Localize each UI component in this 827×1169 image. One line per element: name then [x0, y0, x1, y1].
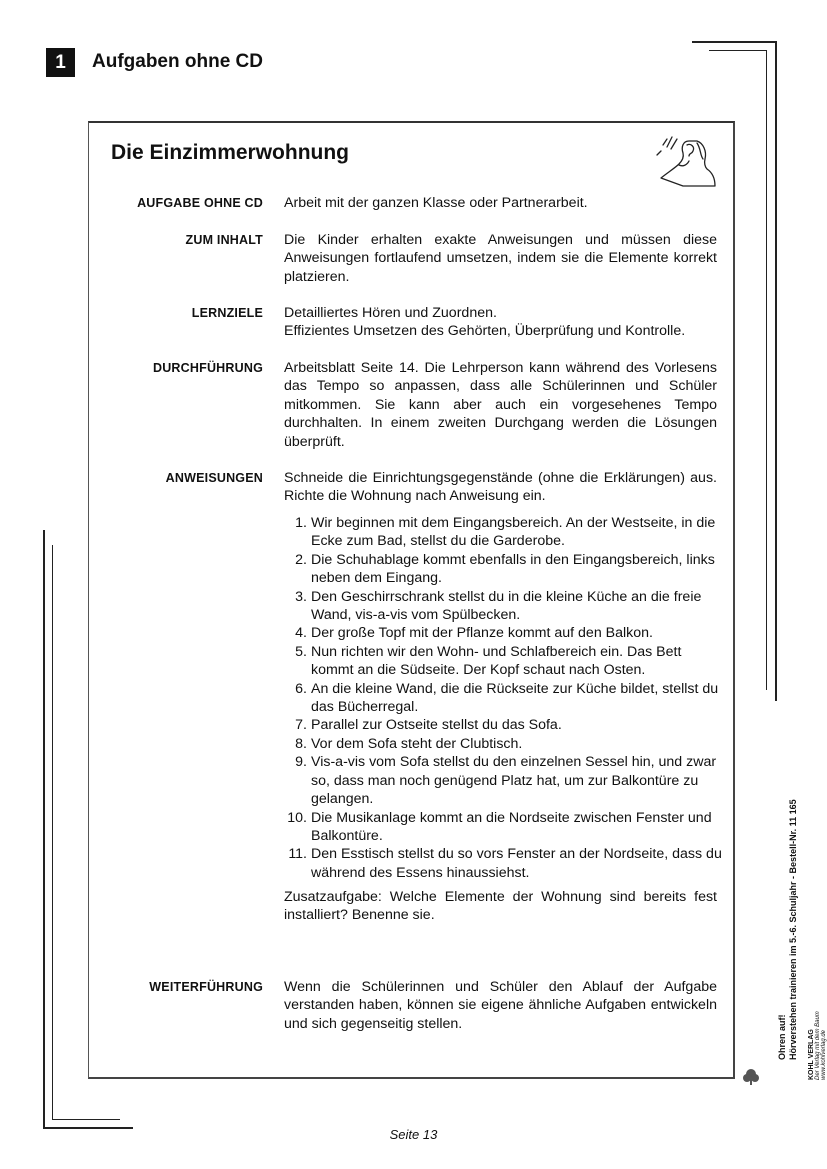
corner-line-bottom-2	[52, 1119, 120, 1120]
instruction-item	[284, 643, 724, 680]
sidebar-line-1: Ohren auf!	[777, 1014, 787, 1060]
instruction-text: Wir beginnen mit dem Eingangsbereich. An der Westseite, in die Ecke zum Bad, stellst du die Garderobe.	[311, 515, 716, 550]
instruction-number: 4.	[295, 625, 307, 642]
text-aufgabe: Arbeit mit der ganzen Klasse oder Partnerarbeit.	[284, 195, 588, 211]
instruction-number: 1.	[295, 515, 307, 531]
listening-ear-icon	[653, 131, 719, 189]
label-weiterfuehrung: WEITERFÜHRUNG	[149, 980, 263, 994]
text-lernziele	[284, 304, 717, 341]
text-durchfuehrung: Arbeitsblatt Seite 14. Die Lehrperson kann während des Vorlesens das Tempo so anpassen, dass alle Schülerinnen und Schüler mitkommen. Sie kann aber auch ein vorgesehenes Tempo durchhalten. In einem zweiten Durchgang werden die Lösungen überprüft.	[284, 360, 717, 450]
corner-line-left-2	[52, 545, 53, 1120]
instruction-number: 8.	[295, 735, 307, 752]
corner-line-top-1	[692, 41, 776, 43]
box-title: Die Einzimmerwohnung	[111, 141, 350, 164]
chapter-number-badge: 1	[46, 48, 75, 77]
instruction-number: 9.	[295, 754, 307, 771]
instruction-item	[284, 514, 724, 551]
instruction-text: Den Esstisch stellst du so vors Fenster an der Nordseite, dass du während des Essens hinaussiehst.	[311, 846, 722, 881]
label-durchfuehrung: DURCHFÜHRUNG	[152, 361, 263, 375]
instruction-text: An die kleine Wand, die die Rückseite zur Küche bildet, stellst du das Bücherregal.	[311, 680, 719, 716]
sidebar-book-info	[777, 799, 799, 1060]
text-anweisungen-intro: Schneide die Einrichtungsgegenstände (ohne die Erklärungen) aus. Richte die Wohnung nach Anweisung ein.	[284, 470, 717, 505]
instruction-number: 5.	[295, 643, 307, 660]
page-number: Seite 13	[389, 1127, 438, 1142]
instruction-item	[284, 735, 724, 753]
instruction-number: 10.	[287, 809, 307, 826]
text-inhalt: Die Kinder erhalten exakte Anweisungen und müssen diese Anweisungen fortlaufend umsetzen, indem sie die Elemente korrekt platzieren.	[284, 232, 717, 285]
instruction-item	[284, 588, 724, 625]
chapter-title: Aufgaben ohne CD	[92, 51, 263, 72]
instruction-item	[284, 716, 724, 734]
corner-line-right-2	[766, 50, 767, 690]
instruction-item	[284, 845, 724, 882]
lernziele-line-1: Detailliertes Hören und Zuordnen.	[284, 305, 497, 321]
text-weiterfuehrung: Wenn die Schülerinnen und Schüler den Ablauf der Aufgabe verstanden haben, können sie eigene ähnliche Aufgaben entwickeln und sich gegenseitig stellen.	[284, 979, 717, 1032]
label-anweisungen: ANWEISUNGEN	[165, 471, 263, 485]
corner-line-top-2	[709, 50, 767, 51]
publisher-block	[808, 1011, 827, 1080]
publisher-tree-logo	[742, 1024, 772, 1086]
instruction-item	[284, 624, 724, 642]
instruction-text: Parallel zur Ostseite stellst du das Sofa.	[311, 717, 562, 734]
instruction-text: Den Geschirrschrank stellst du in die kleine Küche an die freie Wand, vis-a-vis vom Spülbecken.	[311, 588, 702, 624]
instruction-item	[284, 809, 724, 846]
label-inhalt: ZUM INHALT	[185, 233, 263, 247]
instruction-number: 3.	[295, 588, 307, 605]
lernziele-line-2: Effizientes Umsetzen des Gehörten, Überprüfung und Kontrolle.	[284, 323, 686, 340]
instruction-text: Vis-a-vis vom Sofa stellst du den einzelnen Sessel hin, und zwar so, dass man noch genügend Platz hat, um zur Balkontüre zu gelangen.	[311, 754, 717, 808]
instruction-number: 7.	[295, 717, 307, 734]
instruction-text: Der große Topf mit der Pflanze kommt auf den Balkon.	[311, 625, 653, 642]
instruction-item	[284, 680, 724, 717]
instruction-number: 6.	[295, 680, 307, 697]
instruction-text: Nun richten wir den Wohn- und Schlafbereich ein. Das Bett kommt an die Südseite. Der Kopf schaut nach Osten.	[311, 643, 682, 679]
publisher-url: www.kohlverlag.de	[821, 1029, 827, 1080]
label-aufgabe: AUFGABE OHNE CD	[137, 196, 263, 210]
corner-line-left-1	[43, 530, 45, 1128]
instruction-number: 11.	[288, 846, 307, 863]
instruction-item	[284, 753, 724, 808]
instructions-list	[284, 514, 724, 882]
publisher-slogan: Der Verlag mit dem Baum	[815, 1011, 821, 1080]
instruction-text: Vor dem Sofa steht der Clubtisch.	[311, 735, 523, 752]
publisher-name: KOHL VERLAG	[808, 1029, 815, 1080]
corner-line-right-1	[775, 41, 777, 701]
instruction-number: 2.	[295, 551, 307, 568]
sidebar-line-2: Hörverstehen trainieren im 5.-6. Schuljahr - Bestell-Nr. 11 165	[788, 799, 798, 1060]
instruction-text: Die Musikanlage kommt an die Nordseite zwischen Fenster und Balkontüre.	[311, 809, 712, 844]
instruction-text: Die Schuhablage kommt ebenfalls in den Eingangsbereich, links neben dem Eingang.	[311, 551, 715, 587]
instruction-item	[284, 551, 724, 588]
text-zusatzaufgabe: Zusatzaufgabe: Welche Elemente der Wohnung sind bereits fest installiert? Benenne sie.	[284, 889, 717, 924]
label-lernziele: LERNZIELE	[191, 306, 263, 320]
